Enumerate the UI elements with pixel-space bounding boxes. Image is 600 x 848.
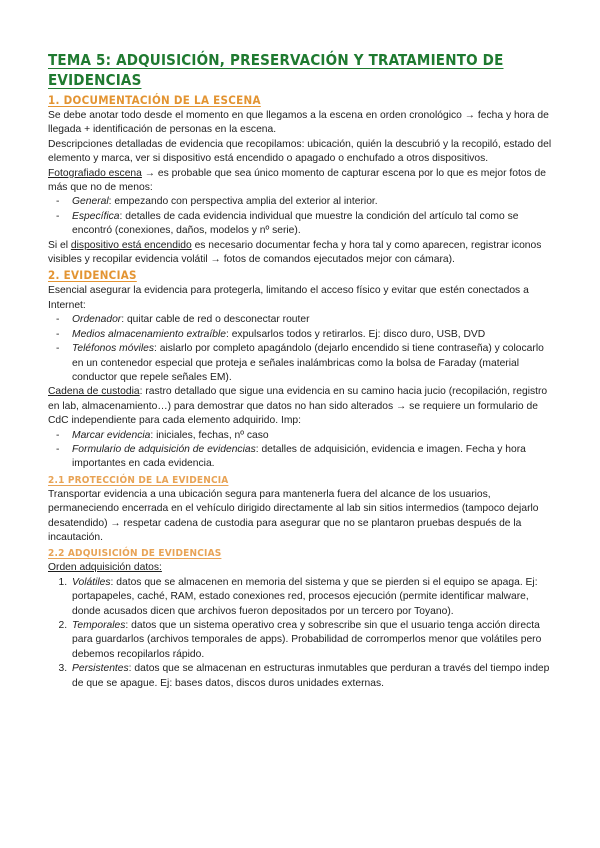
p3-start: Si el bbox=[48, 239, 71, 251]
item-term: General bbox=[72, 196, 109, 208]
item-text: : datos que se almacenen en memoria del sistema y que se pierden si el equipo se apaga. Ej: portapapeles, caché, RAM, estado conexiones red, procesos ejecución (permite identificar malware, donde acusados dicen que archivos fueron depositados por un tercero por Toyano). bbox=[72, 576, 538, 617]
item-term: Teléfonos móviles bbox=[72, 343, 155, 355]
s1-paragraph-2: Descripciones detalladas de evidencia que recopilamos: ubicación, quién la descubrió y la recopiló, estado del elemento y marca, ver si dispositivo está encendido o apagado o enchufado a otros dispositivos. bbox=[48, 138, 552, 165]
foto-text: → es probable que sea único momento de capturar escena por lo que es mejor fotos de más que no de menos: bbox=[48, 167, 546, 194]
foto-list bbox=[48, 195, 558, 238]
list-item bbox=[70, 210, 558, 239]
item-text: : empezando con perspectiva amplia del exterior al interior. bbox=[108, 196, 378, 208]
item-text: : datos que un sistema operativo crea y sobrescribe sin que el usuario tenga acción directa para guardarlos (archivos temporales de apps). Probabilidad de corromperlos menor que volátiles pero debemos recopilarlos rápido. bbox=[72, 620, 542, 660]
item-text: : detalles de cada evidencia individual que muestre la condición del artículo tal como se encontró (conexiones, daños, modelos y nº serie). bbox=[72, 210, 519, 237]
item-text: : expulsarlos todos y retirarlos. Ej: disco duro, USB, DVD bbox=[225, 328, 486, 340]
list-item bbox=[70, 619, 558, 662]
item-text: : datos que se almacenan en estructuras inmutables que perduran a través del tiempo indep de que se apague. Ej: bases datos, discos duros unidades externas. bbox=[72, 663, 550, 689]
custody-paragraph bbox=[48, 385, 558, 428]
section-2-heading: 2. EVIDENCIAS bbox=[48, 268, 137, 283]
foto-label: Fotografiado escena bbox=[48, 167, 142, 179]
s1-paragraph-1: Se debe anotar todo desde el momento en que llegamos a la escena en orden cronológico → fecha y hora de llegada + identificación de personas en la escena. bbox=[48, 110, 549, 136]
item-text: : quitar cable de red o desconectar router bbox=[121, 314, 310, 326]
list-item bbox=[70, 576, 558, 619]
list-item bbox=[70, 429, 558, 443]
s1-foto-paragraph bbox=[48, 167, 558, 196]
list-item bbox=[70, 195, 558, 209]
item-term: Formulario de adquisición de evidencias bbox=[72, 443, 256, 455]
order-label: Orden adquisición datos: bbox=[48, 562, 162, 574]
item-text: : aislarlo por completo apagándolo (dejarlo encendido si tiene contraseña) y colocarlo en un contenedor especial que proteja e señales inalámbricas como la bolsa de Faraday (material conductor que repele señales EM). bbox=[72, 343, 544, 383]
item-term: Volátiles bbox=[72, 576, 111, 588]
p3-end: es necesario documentar fecha y hora tal y como aparecen, registrar iconos visibles y recopilar evidencia volátil → fotos de comandos ejecutados mejor con cámara). bbox=[48, 239, 542, 266]
s21-paragraph: Transportar evidencia a una ubicación segura para mantenerla fuera del alcance de los usuarios, permaneciendo encerrada en el vehículo dirigido directamente al lab sin sitios intermedios (tampoco dejarlo desatendido) → respetar cadena de custodia para asegurar que no se plantaron pruebas después de la incautación. bbox=[48, 488, 539, 543]
section-1-heading: 1. DOCUMENTACIÓN DE LA ESCENA bbox=[48, 93, 261, 107]
list-item bbox=[70, 662, 558, 691]
item-term: Ordenador bbox=[72, 314, 122, 326]
item-term: Medios almacenamiento extraíble bbox=[72, 328, 226, 340]
list-item bbox=[70, 443, 558, 472]
p3-underlined: dispositivo está encendido bbox=[70, 239, 192, 251]
document-page bbox=[48, 50, 558, 691]
section-2-2-heading: 2.2 ADQUISICIÓN DE EVIDENCIAS bbox=[48, 548, 222, 560]
list-item bbox=[70, 328, 558, 342]
custody-list bbox=[48, 429, 558, 472]
document-title: TEMA 5: ADQUISICIÓN, PRESERVACIÓN Y TRATAMIENTO DE EVIDENCIAS bbox=[48, 51, 504, 89]
item-text: : detalles de adquisición, evidencia e imagen. Fecha y hora importantes en cada evidencia. bbox=[72, 443, 526, 470]
item-term: Marcar evidencia bbox=[72, 429, 151, 441]
list-item bbox=[70, 342, 558, 385]
item-term: Temporales bbox=[72, 620, 126, 631]
acquisition-order-list bbox=[48, 576, 558, 691]
s2-paragraph-1: Esencial asegurar la evidencia para protegerla, limitando el acceso físico y evitar que estén conectados a Internet: bbox=[48, 285, 529, 311]
item-term: Específica bbox=[72, 210, 120, 222]
custody-text: : rastro detallado que sigue una evidencia en su camino hacia jucio (recopilación, registro en lab, almacenamiento…) para demostrar que datos no han sido alterados → se requiere un formulario de CdC independiente para cada elemento adquirido. Imp: bbox=[48, 386, 548, 427]
s1-paragraph-3 bbox=[48, 239, 558, 268]
custody-label: Cadena de custodia bbox=[48, 386, 140, 398]
evidence-list bbox=[48, 313, 558, 385]
section-2-1-heading: 2.1 PROTECCIÓN DE LA EVIDENCIA bbox=[48, 474, 229, 486]
item-text: : iniciales, fechas, nº caso bbox=[150, 429, 269, 441]
item-term: Persistentes bbox=[72, 663, 129, 675]
list-item bbox=[70, 313, 558, 327]
